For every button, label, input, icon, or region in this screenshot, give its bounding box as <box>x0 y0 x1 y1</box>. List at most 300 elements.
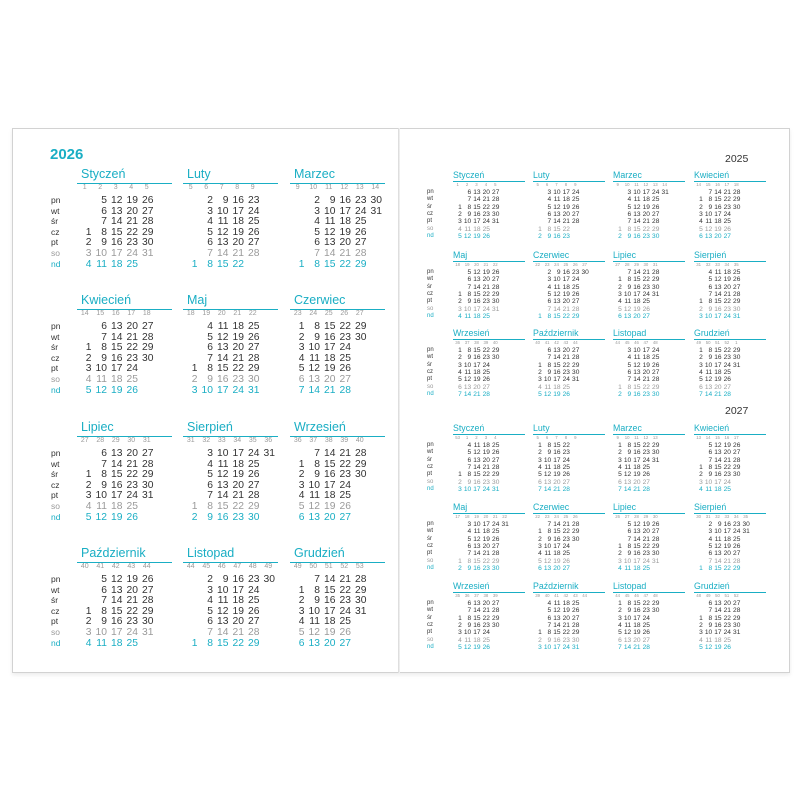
day-cell: 11 <box>544 550 552 558</box>
day-cell: 7 <box>547 354 552 362</box>
day-cell: 12 <box>714 276 722 284</box>
day-cell: 21 <box>339 574 351 585</box>
week-number: 22 <box>535 262 541 267</box>
day-cell: 8 <box>467 614 472 622</box>
day-cell: 31 <box>492 485 500 493</box>
day-cell: 15 <box>633 276 641 284</box>
day-cell: 7 <box>627 535 632 543</box>
day-cell: 9 <box>222 195 229 206</box>
day-cell: 4 <box>85 374 92 385</box>
day-cell: 25 <box>723 485 731 493</box>
day-cell: 4 <box>458 636 462 644</box>
week-number: 17 <box>724 182 730 187</box>
day-cell: 17 <box>642 347 650 354</box>
day-cell: 15 <box>111 342 123 354</box>
day-cell: 9 <box>556 269 561 276</box>
day-cell: 12 <box>553 290 561 298</box>
weekday-label: pn <box>51 574 61 584</box>
day-cell: 11 <box>705 485 713 493</box>
day-cell: 25 <box>562 550 570 558</box>
week-number: 44 <box>572 340 578 345</box>
week-number: 11 <box>325 184 333 191</box>
day-cell: 6 <box>618 636 622 644</box>
day-cell: 11 <box>714 269 722 276</box>
day-cell: 18 <box>232 458 244 470</box>
week-number: 3 <box>113 184 118 191</box>
weekday-label: pn <box>51 321 61 331</box>
day-cell: 17 <box>473 629 481 637</box>
year-title: 2025 <box>725 153 749 165</box>
day-cell: 13 <box>714 283 722 291</box>
week-number: 14 <box>705 435 711 440</box>
day-cell: 1 <box>699 564 703 572</box>
day-cell: 14 <box>553 621 561 629</box>
day-cell: 29 <box>492 347 500 354</box>
week-number: 38 <box>324 437 333 444</box>
week-number: 3 <box>475 182 478 187</box>
day-cell: 28 <box>733 456 741 464</box>
week-number: 21 <box>483 262 489 267</box>
year-title: 2027 <box>725 405 749 417</box>
day-cell: 12 <box>463 232 472 240</box>
day-cell: 24 <box>723 312 731 320</box>
day-cell: 10 <box>217 205 229 217</box>
day-cell: 12 <box>463 376 472 384</box>
week-number: 53 <box>455 435 461 440</box>
day-cell: 18 <box>111 637 123 649</box>
day-cell: 8 <box>467 471 472 479</box>
weekday-label: wt <box>51 584 60 595</box>
day-cell: 18 <box>324 490 336 502</box>
day-cell: 14 <box>217 248 229 259</box>
day-cell: 31 <box>501 521 509 528</box>
day-cell: 29 <box>248 363 260 375</box>
weekday-label: pn <box>427 521 434 527</box>
day-cell: 15 <box>714 564 722 572</box>
week-number: 23 <box>544 262 550 267</box>
weekday-label: nd <box>51 258 61 269</box>
week-number: 40 <box>492 340 498 345</box>
day-cell: 3 <box>467 521 472 528</box>
day-cell: 5 <box>298 501 305 512</box>
week-number: 29 <box>643 514 649 519</box>
day-cell: 26 <box>142 195 154 206</box>
day-cell: 2 <box>699 621 703 629</box>
weekday-label: śr <box>427 535 432 542</box>
day-cell: 23 <box>482 564 490 572</box>
day-cell: 23 <box>355 195 367 206</box>
day-cell: 5 <box>627 203 632 211</box>
day-cell: 16 <box>473 564 481 572</box>
day-cell: 10 <box>463 361 472 369</box>
weekday-label: so <box>51 501 60 511</box>
week-number: 30 <box>643 262 649 267</box>
day-cell: 4 <box>207 458 213 470</box>
day-cell: 17 <box>232 205 244 217</box>
day-cell: 17 <box>714 210 722 218</box>
day-cell: 21 <box>642 218 650 226</box>
month-name: Marzec <box>294 167 335 181</box>
week-number: 25 <box>563 514 569 519</box>
day-cell: 1 <box>298 321 305 332</box>
day-cell: 9 <box>101 479 107 491</box>
day-cell: 12 <box>633 361 641 369</box>
day-cell: 1 <box>538 442 542 449</box>
day-cell: 28 <box>248 248 260 259</box>
week-number: 4 <box>484 182 488 187</box>
day-cell: 22 <box>642 225 650 233</box>
day-cell: 12 <box>623 629 632 637</box>
week-number: 40 <box>544 593 550 598</box>
day-cell: 21 <box>473 390 481 398</box>
day-cell: 7 <box>207 248 213 259</box>
weekday-label: śr <box>51 595 59 606</box>
week-number: 50 <box>705 340 711 345</box>
day-cell: 15 <box>111 469 123 481</box>
day-cell: 11 <box>633 196 641 204</box>
day-cell: 15 <box>633 383 641 391</box>
week-number: 36 <box>264 437 273 444</box>
week-number: 14 <box>80 310 89 317</box>
day-cell: 27 <box>652 528 660 536</box>
day-cell: 9 <box>717 521 722 528</box>
month-name: Marzec <box>613 423 642 433</box>
day-cell: 9 <box>547 636 552 644</box>
day-cell: 12 <box>543 471 552 479</box>
day-cell: 1 <box>85 605 92 617</box>
day-cell: 12 <box>217 331 229 343</box>
weekday-label: pt <box>51 363 59 374</box>
day-cell: 13 <box>308 374 320 385</box>
week-number: 4 <box>494 435 497 440</box>
weekday-label: nd <box>427 312 434 319</box>
day-cell: 19 <box>126 574 138 585</box>
day-cell: 19 <box>642 521 650 528</box>
month-name: Kwiecień <box>694 423 730 433</box>
day-cell: 19 <box>562 290 570 298</box>
day-cell: 8 <box>467 347 472 354</box>
day-cell: 5 <box>708 276 713 284</box>
weekday-label: śr <box>51 216 59 227</box>
day-cell: 29 <box>355 458 367 470</box>
day-cell: 19 <box>553 390 561 398</box>
week-number: 44 <box>186 563 195 570</box>
day-cell: 21 <box>642 376 650 384</box>
day-cell: 3 <box>699 312 703 320</box>
day-cell: 15 <box>324 321 336 332</box>
weekday-label: wt <box>51 331 60 342</box>
day-cell: 13 <box>633 210 641 218</box>
day-cell: 22 <box>723 614 731 622</box>
week-number: 28 <box>634 514 639 519</box>
day-cell: 1 <box>191 258 198 270</box>
day-cell: 28 <box>652 269 660 276</box>
day-cell: 21 <box>553 485 561 493</box>
month-name: Grudzień <box>694 328 730 338</box>
week-number: 11 <box>634 182 639 187</box>
weekday-label: wt <box>427 528 433 535</box>
day-cell: 25 <box>733 535 741 543</box>
day-cell: 24 <box>733 528 741 536</box>
day-cell: 25 <box>482 368 490 376</box>
day-cell: 1 <box>699 298 703 306</box>
day-cell: 23 <box>562 232 570 240</box>
day-cell: 4 <box>618 298 622 306</box>
day-cell: 25 <box>642 463 650 471</box>
day-cell: 8 <box>547 629 552 637</box>
day-cell: 10 <box>543 542 552 550</box>
day-cell: 31 <box>742 528 750 536</box>
day-cell: 7 <box>101 595 107 607</box>
day-cell: 16 <box>473 298 481 306</box>
week-number: 20 <box>474 262 479 267</box>
week-number: 35 <box>743 514 749 519</box>
day-cell: 23 <box>482 354 490 362</box>
weekday-label: so <box>427 305 434 312</box>
week-number: 33 <box>724 514 730 519</box>
day-cell: 17 <box>232 584 244 596</box>
day-cell: 23 <box>642 232 650 240</box>
day-cell: 14 <box>217 490 229 502</box>
day-cell: 12 <box>623 471 632 479</box>
day-cell: 12 <box>111 574 123 585</box>
month-name: Grudzień <box>694 581 730 591</box>
day-cell: 9 <box>708 471 713 479</box>
day-cell: 28 <box>572 354 580 362</box>
day-cell: 15 <box>553 442 561 449</box>
day-cell: 26 <box>562 557 570 565</box>
week-number: 42 <box>111 563 120 570</box>
day-cell: 3 <box>538 542 542 550</box>
day-cell: 20 <box>473 383 481 391</box>
day-cell: 10 <box>308 479 320 491</box>
day-cell: 8 <box>467 290 472 298</box>
week-number: 42 <box>554 340 559 345</box>
weekday-label: wt <box>427 607 433 614</box>
day-cell: 29 <box>492 557 500 565</box>
day-cell: 10 <box>217 584 229 596</box>
day-cell: 4 <box>467 442 472 449</box>
day-cell: 4 <box>458 368 462 376</box>
weekday-label: śr <box>51 342 59 353</box>
day-cell: 27 <box>248 616 260 628</box>
day-cell: 4 <box>699 636 703 644</box>
day-cell: 11 <box>624 564 632 572</box>
day-cell: 26 <box>126 384 138 396</box>
day-cell: 10 <box>463 485 472 493</box>
weekday-label: so <box>51 627 60 637</box>
day-cell: 4 <box>618 463 622 471</box>
day-cell: 3 <box>538 376 542 384</box>
day-cell: 16 <box>111 352 123 364</box>
week-number: 51 <box>715 340 720 345</box>
day-cell: 10 <box>201 384 213 396</box>
day-cell: 20 <box>324 637 336 649</box>
month-name: Maj <box>187 293 208 307</box>
day-cell: 19 <box>111 511 123 523</box>
week-number: 2 <box>465 182 469 187</box>
day-cell: 28 <box>733 290 741 298</box>
weekday-label: pt <box>427 629 433 636</box>
day-cell: 13 <box>111 205 123 217</box>
day-cell: 22 <box>482 614 490 622</box>
day-cell: 21 <box>232 627 244 638</box>
day-cell: 9 <box>207 374 213 385</box>
day-cell: 13 <box>623 636 632 644</box>
day-cell: 21 <box>562 218 570 226</box>
day-cell: 20 <box>633 636 641 644</box>
day-cell: 25 <box>652 196 660 204</box>
day-cell: 13 <box>633 368 641 376</box>
day-cell: 22 <box>232 637 244 649</box>
day-cell: 14 <box>623 485 632 493</box>
day-cell: 8 <box>708 298 713 306</box>
day-cell: 17 <box>473 485 481 493</box>
day-cell: 25 <box>723 368 731 376</box>
day-cell: 15 <box>553 629 561 637</box>
day-cell: 6 <box>627 528 632 536</box>
weekday-label: nd <box>427 390 434 397</box>
day-cell: 5 <box>708 542 713 550</box>
day-cell: 12 <box>704 225 713 233</box>
day-cell: 3 <box>85 363 92 375</box>
day-cell: 23 <box>339 469 351 481</box>
day-cell: 18 <box>111 501 123 512</box>
day-cell: 6 <box>627 210 632 218</box>
day-cell: 25 <box>482 312 490 320</box>
day-cell: 21 <box>562 354 570 362</box>
day-cell: 28 <box>572 305 580 313</box>
week-number: 49 <box>264 563 273 570</box>
day-cell: 24 <box>126 627 138 638</box>
day-cell: 6 <box>708 550 713 558</box>
day-cell: 12 <box>308 627 320 638</box>
day-cell: 17 <box>473 361 481 369</box>
week-number: 21 <box>492 514 498 519</box>
year-title: 2026 <box>50 146 84 163</box>
day-cell: 10 <box>324 205 336 217</box>
day-cell: 9 <box>547 449 552 457</box>
day-cell: 27 <box>733 600 741 607</box>
week-number: 32 <box>705 262 711 267</box>
day-cell: 23 <box>482 621 490 629</box>
day-cell: 28 <box>355 448 367 459</box>
day-cell: 17 <box>714 361 722 369</box>
day-cell: 21 <box>642 535 650 543</box>
day-cell: 13 <box>553 298 561 306</box>
day-cell: 26 <box>652 203 660 211</box>
day-cell: 24 <box>562 542 570 550</box>
week-number: 9 <box>616 182 619 187</box>
day-cell: 5 <box>627 361 632 369</box>
day-cell: 30 <box>492 564 500 572</box>
day-cell: 12 <box>704 376 713 384</box>
week-number: 47 <box>233 563 242 570</box>
day-cell: 11 <box>714 535 722 543</box>
week-number: 2 <box>98 184 103 191</box>
day-cell: 15 <box>111 226 123 238</box>
day-cell: 26 <box>733 276 741 284</box>
month-name: Kwiecień <box>81 293 132 307</box>
day-cell: 4 <box>207 216 213 228</box>
day-cell: 8 <box>627 383 632 391</box>
day-cell: 12 <box>217 469 229 481</box>
day-cell: 23 <box>126 616 138 628</box>
day-cell: 4 <box>547 600 552 607</box>
day-cell: 21 <box>723 290 731 298</box>
week-number: 18 <box>464 514 470 519</box>
day-cell: 21 <box>339 448 351 459</box>
day-cell: 30 <box>355 331 367 343</box>
day-cell: 14 <box>633 218 641 226</box>
day-cell: 27 <box>482 383 490 391</box>
week-number: 21 <box>233 310 242 317</box>
day-cell: 9 <box>222 574 229 585</box>
day-cell: 14 <box>473 283 481 291</box>
day-cell: 27 <box>339 511 351 523</box>
week-number: 19 <box>202 310 211 317</box>
day-cell: 30 <box>652 607 660 615</box>
week-number: 52 <box>340 563 349 570</box>
day-cell: 26 <box>642 471 650 479</box>
day-cell: 16 <box>633 449 641 457</box>
day-cell: 29 <box>652 600 660 607</box>
month-name: Styczeń <box>453 170 485 180</box>
day-cell: 17 <box>714 478 722 486</box>
day-cell: 28 <box>562 485 570 493</box>
day-cell: 5 <box>207 605 213 617</box>
day-cell: 10 <box>463 305 472 313</box>
week-number: 30 <box>127 437 136 444</box>
day-cell: 3 <box>458 485 462 493</box>
day-cell: 15 <box>217 363 229 375</box>
day-cell: 20 <box>126 584 138 596</box>
weekday-label: pt <box>51 490 59 501</box>
month-name: Listopad <box>613 581 647 591</box>
week-number: 49 <box>705 593 711 598</box>
day-cell: 13 <box>473 189 481 196</box>
day-cell: 8 <box>708 564 713 572</box>
day-cell: 9 <box>547 232 552 240</box>
week-number: 9 <box>574 435 577 440</box>
day-cell: 27 <box>642 636 650 644</box>
day-cell: 20 <box>562 298 570 306</box>
day-cell: 2 <box>207 195 213 206</box>
day-cell: 10 <box>704 361 713 369</box>
day-cell: 25 <box>652 354 660 362</box>
day-cell: 16 <box>473 210 481 218</box>
day-cell: 19 <box>642 361 650 369</box>
day-cell: 14 <box>324 574 336 585</box>
day-cell: 9 <box>467 210 472 218</box>
week-number: 22 <box>492 262 498 267</box>
day-cell: 28 <box>652 218 660 226</box>
day-cell: 4 <box>207 321 213 332</box>
day-cell: 5 <box>298 363 305 375</box>
day-cell: 21 <box>126 331 138 343</box>
day-cell: 10 <box>633 189 641 196</box>
day-cell: 16 <box>714 354 722 362</box>
day-cell: 13 <box>633 528 641 536</box>
day-cell: 29 <box>572 361 580 369</box>
day-cell: 29 <box>733 347 741 354</box>
day-cell: 24 <box>723 478 731 486</box>
weekday-label: nd <box>427 643 434 650</box>
day-cell: 27 <box>572 298 580 306</box>
day-cell: 18 <box>324 352 336 364</box>
day-cell: 16 <box>633 550 641 558</box>
day-cell: 14 <box>473 550 481 558</box>
